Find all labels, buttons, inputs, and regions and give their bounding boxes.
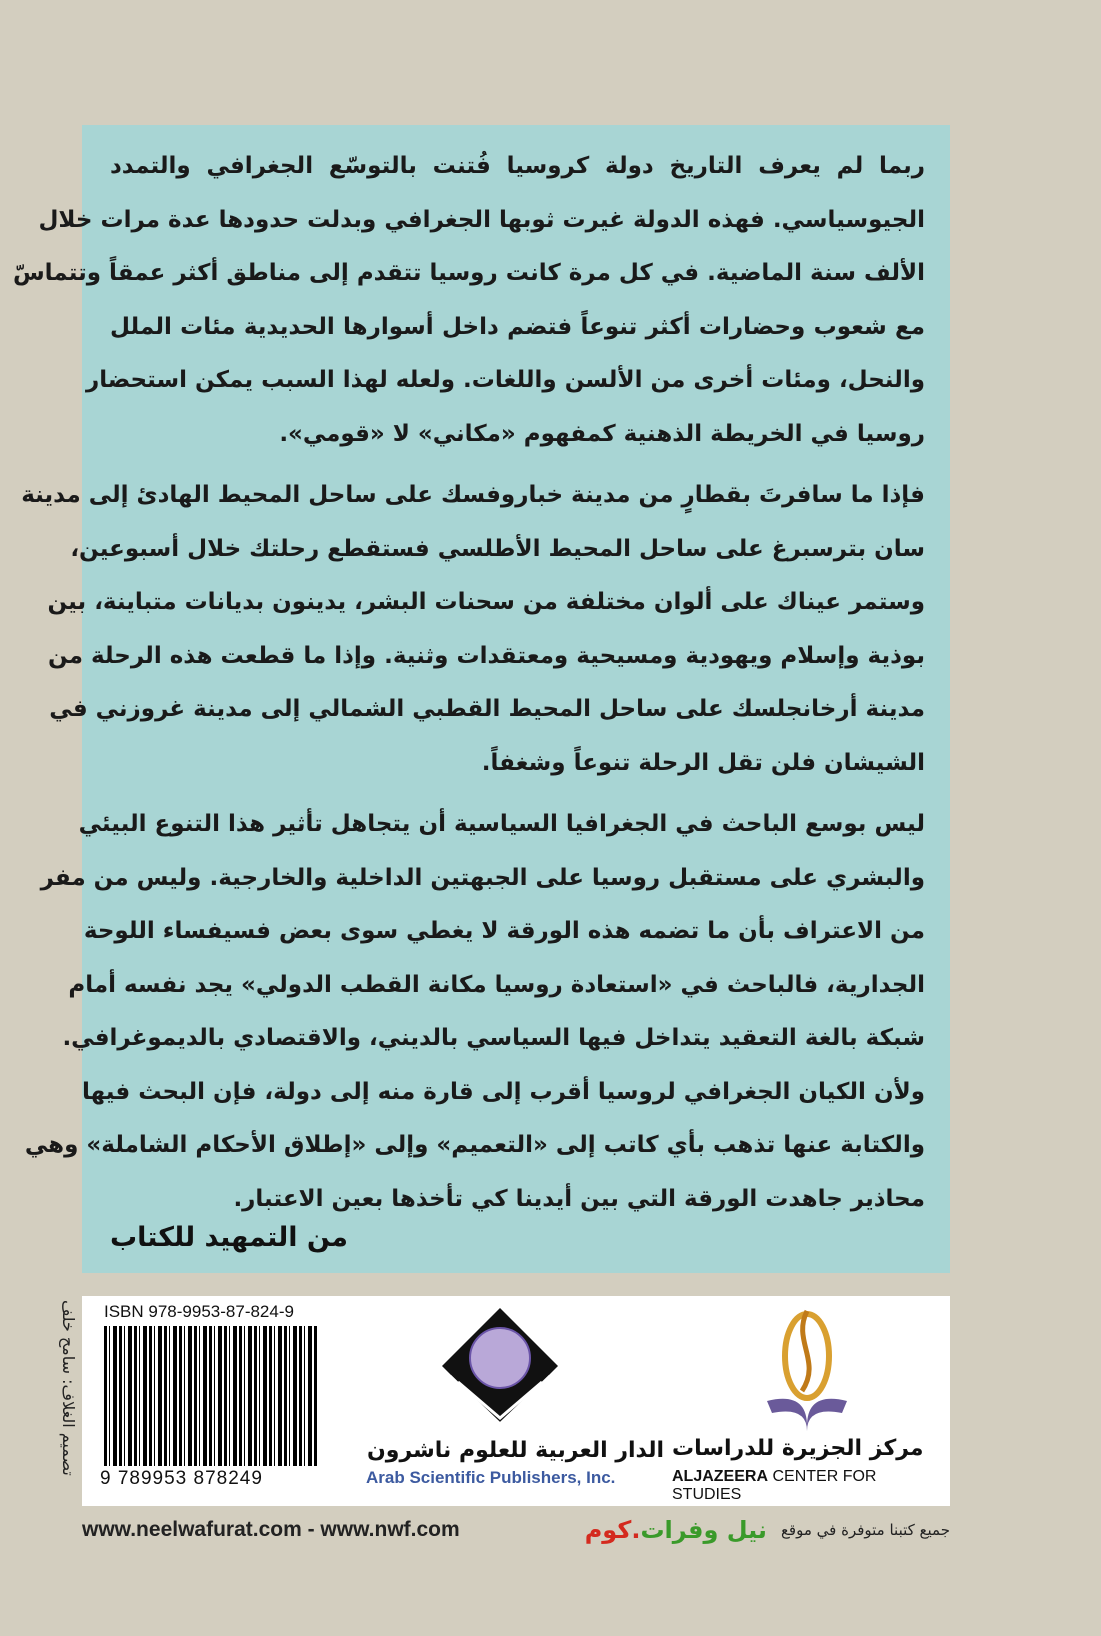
neelwafurat-logo [585,1516,767,1544]
paragraph [24,798,925,1226]
text-line: بوذية وإسلام ويهودية ومسيحية ومعتقدات وثنية. وإذا ما قطعت هذه الرحلة من [48,642,925,669]
text-line: الشيشان فلن تقل الرحلة تنوعاً وشغفاً. [481,749,925,776]
cover-credit: تصميم الغلاف: سامح خلف [59,1300,78,1476]
aljazeera-logo-icon [752,1301,862,1436]
text-line: ربما لم يعرف التاريخ دولة كروسيا فُتنت بالتوسّع الجغرافي والتمدد [110,153,925,179]
website-urls[interactable]: www.neelwafurat.com - www.nwf.com [82,1518,460,1541]
signature: من التمهيد للكتاب [110,1222,348,1253]
text-line: الألف سنة الماضية. في كل مرة كانت روسيا تتقدم إلى مناطق أكثر عمقاً وتتماسّ [12,260,925,286]
aljazeera-name-arabic: مركز الجزيرة للدراسات [672,1436,924,1461]
text-line: وستمر عيناك على ألوان مختلفة من سحنات البشر، يدينون بديانات متباينة، بين [47,589,925,615]
barcode [104,1326,319,1466]
text-line: ليس بوسع الباحث في الجغرافيا السياسية أن يتجاهل تأثير هذا التنوع البيئي [78,811,925,837]
paragraph [21,469,925,790]
text-line: الجدارية، فالباحث في «استعادة روسيا مكانة القطب الدولي» يجد نفسه أمام [68,971,925,998]
aljazeera-en-bold: ALJAZEERA [672,1468,769,1485]
asp-logo-icon [440,1306,560,1426]
text-line: من الاعتراف بأن ما تضمه هذه الورقة لا يغطي سوى بعض فسيفساء اللوحة [83,918,925,944]
logo-part-c: .كوم [584,1516,641,1544]
text-line: مع شعوب وحضارات أكثر تنوعاً فتضم داخل أسوارها الحديدية مئات الملل [110,313,925,340]
text-line: والنحل، ومئات أخرى من الألسن واللغات. ولعله لهذا السبب يمكن استحضار [85,367,925,393]
aljazeera-en-rest: CENTER FOR STUDIES [672,1468,877,1503]
barcode-number: 9 789953 878249 [100,1468,263,1489]
logo-part-b: فرات [640,1516,704,1544]
body-text [12,140,925,1234]
text-line: فإذا ما سافرتَ بقطارٍ من مدينة خباروفسك على ساحل المحيط الهادئ إلى مدينة [21,482,925,508]
text-line: مدينة أرخانجلسك على ساحل المحيط القطبي الشمالي إلى مدينة غروزني في [49,696,925,722]
text-line: والبشري على مستقبل روسيا على الجبهتين الداخلية والخارجية. وليس من مفر [40,864,925,891]
logo-part-a: نيل و [703,1516,767,1544]
footer [82,1510,950,1550]
isbn: ISBN 978-9953-87-824-9 [104,1302,294,1321]
text-line: الجيوسياسي. فهذه الدولة غيرت ثوبها الجغرافي وبدلت حدودها عدة مرات خلال [38,206,925,233]
publisher-strip [82,1296,950,1506]
asp-name-english: Arab Scientific Publishers, Inc. [366,1468,616,1487]
text-line: سان بترسبرغ على ساحل المحيط الأطلسي فستقطع رحلتك خلال أسبوعين، [70,535,925,562]
text-line: روسيا في الخريطة الذهنية كمفهوم «مكاني» لا «قومي». [279,420,925,447]
text-line: محاذير جاهدت الورقة التي بين أيدينا كي تأخذها بعين الاعتبار. [233,1185,925,1212]
availability-text: جميع كتبنا متوفرة في موقع [780,1521,950,1539]
text-line: ولأن الكيان الجغرافي لروسيا أقرب إلى قارة منه إلى دولة، فإن البحث فيها [81,1078,925,1105]
text-line: والكتابة عنها تذهب بأي كاتب إلى «التعميم» وإلى «إطلاق الأحكام الشاملة» وهي [24,1132,925,1158]
aljazeera-name-english [672,1468,950,1504]
text-line: شبكة بالغة التعقيد يتداخل فيها السياسي بالديني، والاقتصادي بالديموغرافي. [62,1025,925,1051]
asp-name-arabic: الدار العربية للعلوم ناشرون [367,1438,665,1463]
paragraph [12,140,925,461]
